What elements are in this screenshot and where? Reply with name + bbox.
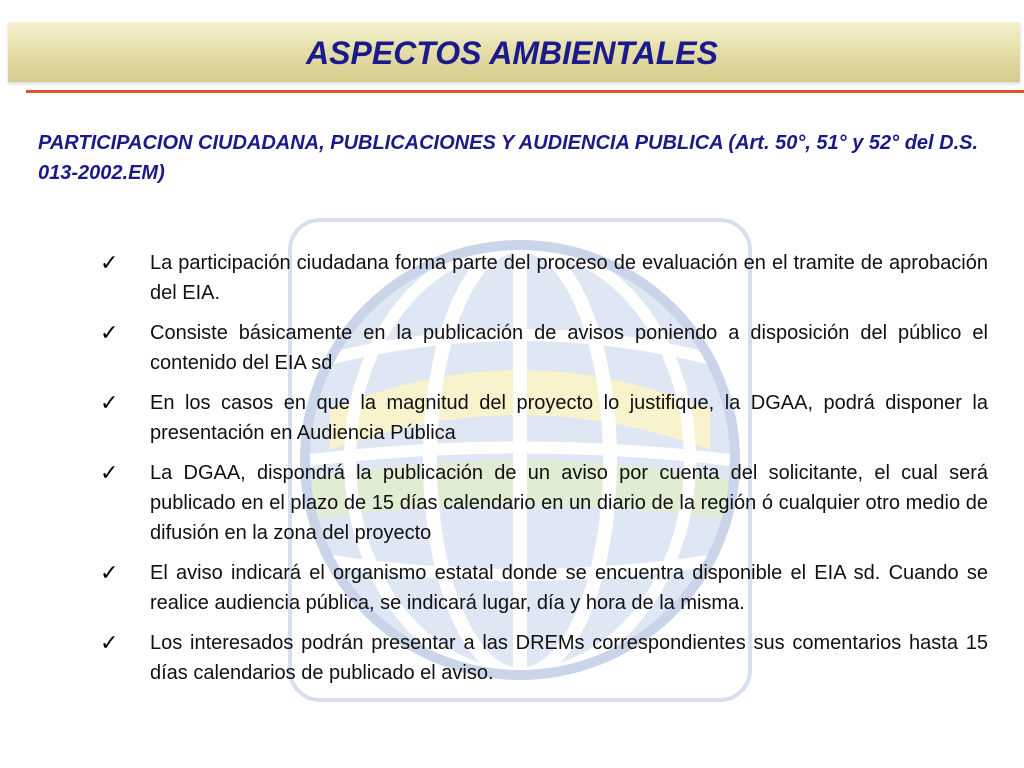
bullet-item [100, 248, 988, 308]
bullet-item [100, 628, 988, 688]
slide-subtitle: PARTICIPACION CIUDADANA, PUBLICACIONES Y AUDIENCIA PUBLICA (Art. 50°, 51° y 52° del D.S. 013-2002.EM) [38, 132, 979, 184]
check-icon: ✓ [100, 460, 119, 485]
check-icon: ✓ [100, 250, 119, 275]
bullet-text: Consiste básicamente en la publicación de avisos poniendo a disposición del público el contenido del EIA sd [150, 322, 988, 374]
slide-title: ASPECTOS AMBIENTALES [306, 35, 718, 71]
check-icon: ✓ [100, 630, 119, 655]
check-icon: ✓ [100, 390, 119, 415]
bullet-text: La DGAA, dispondrá la publicación de un aviso por cuenta del solicitante, el cual será publicado en el plazo de 15 días calendario en un diario de la región ó cualquier otro medio de difusión en la zona del proyecto [150, 462, 988, 544]
bullet-item [100, 388, 988, 448]
bullet-item [100, 318, 988, 378]
check-icon: ✓ [100, 560, 119, 585]
bullet-item [100, 558, 988, 618]
bullet-text: El aviso indicará el organismo estatal donde se encuentra disponible el EIA sd. Cuando se realice audiencia pública, se indicará lugar, día y hora de la misma. [150, 562, 988, 614]
title-divider [26, 90, 1024, 93]
check-icon: ✓ [100, 320, 119, 345]
bullet-item [100, 458, 988, 548]
bullet-text: La participación ciudadana forma parte del proceso de evaluación en el tramite de aprobación del EIA. [150, 252, 988, 304]
bullet-text: Los interesados podrán presentar a las DREMs correspondientes sus comentarios hasta 15 días calendarios de publicado el aviso. [150, 632, 988, 684]
bullet-text: En los casos en que la magnitud del proyecto lo justifique, la DGAA, podrá disponer la presentación en Audiencia Pública [150, 392, 988, 444]
bullet-list [100, 248, 988, 698]
